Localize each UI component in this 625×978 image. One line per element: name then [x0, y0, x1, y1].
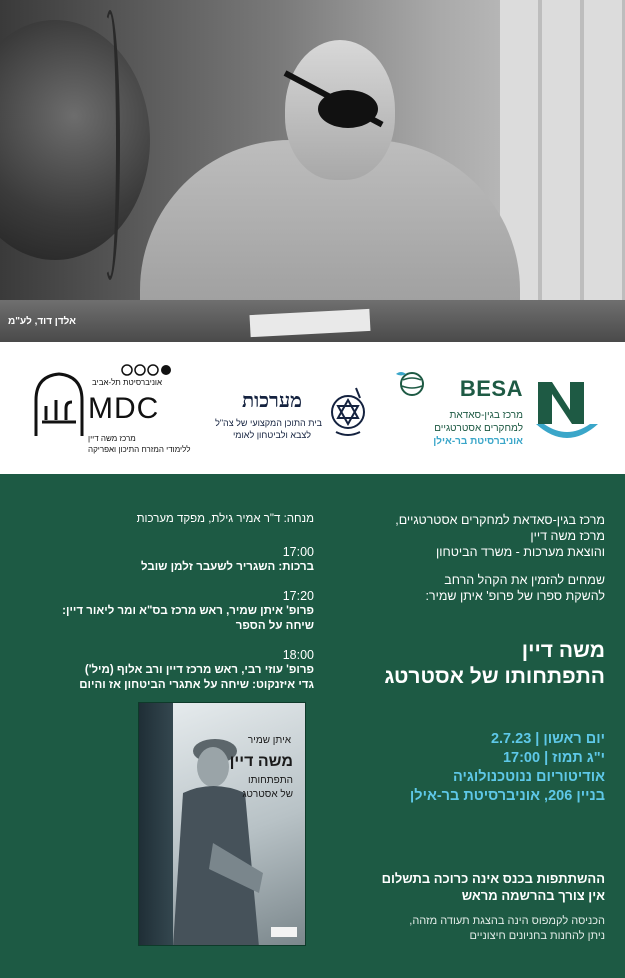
maarachot-line-2: לצבא ולביטחון לאומי [232, 430, 312, 440]
besa-line-1: מרכז בגין-סאדאת [449, 410, 523, 421]
intro-invite-1: שמחים להזמין את הקהל הרחב [444, 573, 605, 587]
book-publisher-mark [271, 927, 297, 937]
event-details [305, 730, 605, 806]
mdc-name: MDC [88, 392, 160, 425]
schedule-time-3: 18:00 [282, 648, 314, 662]
event-date: יום ראשון | 2.7.23 [490, 731, 605, 747]
event-venue: אודיטוריום ננוטכנולוגיה [452, 769, 605, 785]
schedule-time-2: 17:20 [282, 589, 314, 603]
maarachot-name: מערכות [241, 390, 303, 412]
schedule-text-2: פרופ' איתן שמיר, ראש מרכז בס"א ומר ליאור דיין: [62, 605, 314, 617]
schedule-host: מנחה: ד"ר אמיר גילת, מפקד מערכות [136, 513, 314, 525]
tau-logo-icons [120, 364, 174, 376]
note-parking: ניתן להחנות בחניונים חיצוניים [469, 930, 605, 942]
event-title-line-1: משה דיין [521, 639, 605, 662]
mdc-university: אוניברסיטת תל-אביב [92, 378, 163, 387]
book-author: איתן שמיר [247, 735, 291, 746]
besa-logo [395, 366, 523, 452]
book-cover [138, 702, 306, 946]
intro-org-1: מרכז בגין-סאדאת למחקרים אסטרטגיים, [395, 513, 605, 527]
mdc-line-2: ללימודי המזרח התיכון ואפריקה [88, 445, 191, 454]
besa-name: BESA [459, 376, 523, 401]
book-title: משה דיין [229, 753, 293, 770]
event-building: בניין 206, אוניברסיטת בר-אילן [409, 788, 605, 804]
mdc-logo [30, 364, 191, 464]
hero-photo [0, 0, 625, 342]
maarachot-logo [215, 386, 372, 450]
schedule-text-2b: שיחה על הספר [235, 620, 314, 632]
participation-notes [305, 870, 605, 944]
note-id: הכניסה לקמפוס הינה בהצגת תעודה מזהה, [409, 915, 605, 927]
book-subtitle-1: התפתחותו [248, 775, 293, 786]
intro-invite-2: להשקת ספרו של פרופ' איתן שמיר: [425, 589, 605, 603]
besa-globe-icon [395, 368, 425, 398]
schedule-text-3: פרופ' עוזי רבי, ראש מרכז דיין ורב אלוף (מיל') [84, 664, 314, 676]
book-title-block [305, 638, 605, 690]
maarachot-line-1: בית התוכן המקצועי של צה"ל [215, 418, 322, 428]
photo-globe-ring [100, 10, 120, 280]
logos-band [0, 342, 625, 474]
photo-credit: אלדן דוד, לע"מ [8, 316, 76, 327]
mdc-line-1: מרכז משה דיין [88, 434, 136, 443]
event-hebrew-date-time: י"ג תמוז | 17:00 [502, 750, 605, 766]
book-subtitle-2: של אסטרטג [242, 789, 293, 800]
besa-line-2: למחקרים אסטרטגיים [434, 423, 523, 434]
mdc-arch-icon [32, 370, 86, 440]
intro-org-3: והוצאת מערכות - משרד הביטחון [436, 545, 605, 559]
bar-ilan-logo-icon [532, 374, 602, 444]
maarachot-emblem-icon [328, 386, 368, 438]
photo-globe [0, 20, 150, 260]
intro-block [305, 512, 605, 604]
event-panel [0, 474, 625, 978]
schedule-time-1: 17:00 [282, 545, 314, 559]
schedule [44, 512, 314, 693]
besa-line-3: אוניברסיטת בר-אילן [433, 436, 523, 447]
note-no-registration: אין צורך בהרשמה מראש [461, 888, 605, 903]
intro-org-2: מרכז משה דיין [530, 529, 605, 543]
photo-eyepatch [318, 90, 378, 128]
event-title-line-2: התפתחותו של אסטרטג [384, 665, 605, 688]
schedule-text-1: ברכות: השגריר לשעבר זלמן שובל [141, 561, 314, 573]
note-free: ההשתתפות בכנס אינה כרוכה בתשלום [381, 871, 605, 886]
book-spine [139, 703, 173, 946]
schedule-text-3b: גדי איזנקוט: שיחה על אתגרי הביטחון אז והיום [79, 679, 314, 691]
